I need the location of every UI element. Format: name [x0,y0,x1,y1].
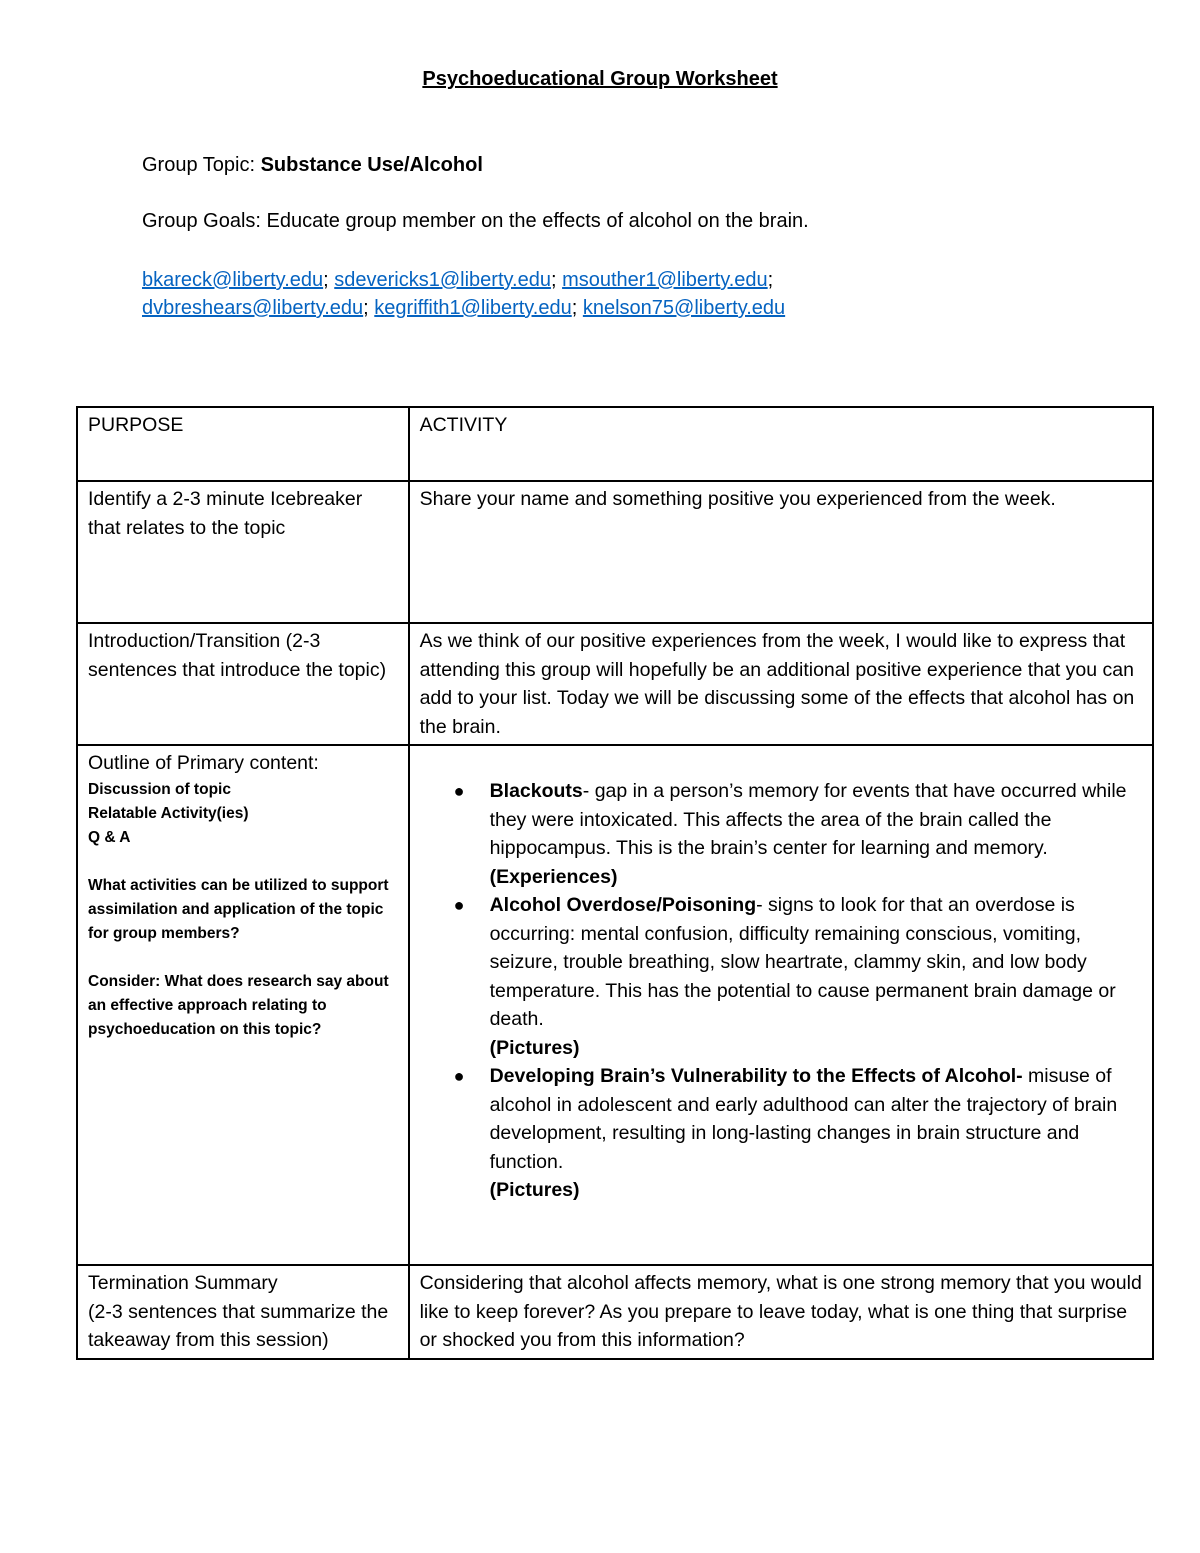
termination-activity-cell: Considering that alcohol affects memory, what is one strong memory that you would like to keep forever? As you prepare to leave today, what is one thing that surprise or shocked you from this information? [409,1265,1153,1359]
bullet-icon: ● [453,1066,465,1086]
group-topic-value: Substance Use/Alcohol [260,154,483,176]
worksheet-table [76,406,1154,1360]
table-row-termination [77,1265,1153,1359]
bullet-term: Alcohol Overdose/Poisoning [489,894,757,916]
content-bullet-list [420,777,1142,1205]
outline-activity-cell [409,745,1153,1265]
table-header-row [77,407,1153,481]
group-goals-value: Educate group member on the effects of alcohol on the brain. [266,210,809,232]
email-separator: ; [550,269,563,291]
bullet-tag: (Pictures) [489,1036,580,1059]
list-item [453,777,1142,891]
icebreaker-purpose-cell: Identify a 2-3 minute Icebreaker that relates to the topic [77,481,409,623]
page-title: Psychoeducational Group Worksheet [422,68,778,90]
introduction-purpose-cell: Introduction/Transition (2-3 sentences that introduce the topic) [77,623,409,745]
bullet-text: - gap in a person’s memory for events that have occurred while they were intoxicated. This affects the area of the brain called the hippocampus. This is the brain’s center for learning and memory. [489,780,1127,859]
table-row-introduction [77,623,1153,745]
bullet-term: Blackouts [489,780,583,802]
outline-item: Q & A [88,828,131,846]
bullet-term: Developing Brain’s Vulnerability to the Effects of Alcohol- [489,1065,1023,1087]
email-separator: ; [571,297,583,319]
bullet-icon: ● [453,781,465,801]
outline-question: What activities can be utilized to support assimilation and application of the topic for group members? [88,876,389,942]
purpose-header-cell: PURPOSE [77,407,409,481]
outline-title: Outline of Primary content: [88,752,319,774]
group-goals-label: Group Goals: [142,210,267,232]
email-link[interactable]: dvbreshears@liberty.edu [142,297,364,319]
list-item [453,891,1142,1062]
email-link[interactable]: msouther1@liberty.edu [562,269,768,291]
spacer [88,946,398,970]
introduction-activity-cell: As we think of our positive experiences from the week, I would like to express that attending this group will hopefully be an additional positive experience that you can add to your list. Today we will be discussing some of the effects that alcohol has on the brain. [409,623,1153,745]
outline-item: Discussion of topic [88,780,231,798]
outline-consider: Consider: What does research say about an effective approach relating to psychoeducation on this topic? [88,972,389,1038]
email-link[interactable]: knelson75@liberty.edu [582,297,786,319]
table-row-outline [77,745,1153,1265]
icebreaker-activity-cell: Share your name and something positive you experienced from the week. [409,481,1153,623]
bullet-tag: (Experiences) [489,865,618,888]
email-list [142,266,1142,322]
email-separator: ; [767,269,774,291]
bullet-icon: ● [453,895,465,915]
outline-item: Relatable Activity(ies) [88,804,249,822]
outline-purpose-cell [77,745,409,1265]
table-row-icebreaker [77,481,1153,623]
bullet-text: - signs to look for that an overdose is occurring: mental confusion, difficulty remaining conscious, vomiting, seizure, trouble breathing, slow heartrate, clammy skin, and low body temperature. This has the potential to cause permanent brain damage or death. [489,894,1116,1030]
email-link[interactable]: sdevericks1@liberty.edu [334,269,551,291]
group-goals-line [142,208,809,234]
list-item [453,1062,1142,1205]
activity-header-cell: ACTIVITY [409,407,1153,481]
bullet-text: misuse of alcohol in adolescent and early adulthood can alter the trajectory of brain development, resulting in long-lasting changes in brain structure and function. [489,1065,1118,1173]
email-link[interactable]: bkareck@liberty.edu [142,269,324,291]
email-separator: ; [323,269,335,291]
bullet-tag: (Pictures) [489,1179,580,1201]
email-separator: ; [363,297,375,319]
spacer [88,850,398,874]
group-topic-line [142,152,483,178]
outline-items [88,778,398,1042]
email-link[interactable]: kegriffith1@liberty.edu [374,297,572,319]
termination-title: Termination Summary [88,1272,278,1294]
termination-purpose-cell [77,1265,409,1359]
termination-description: (2-3 sentences that summarize the takeaway from this session) [88,1300,389,1351]
group-topic-label: Group Topic: [142,154,261,176]
